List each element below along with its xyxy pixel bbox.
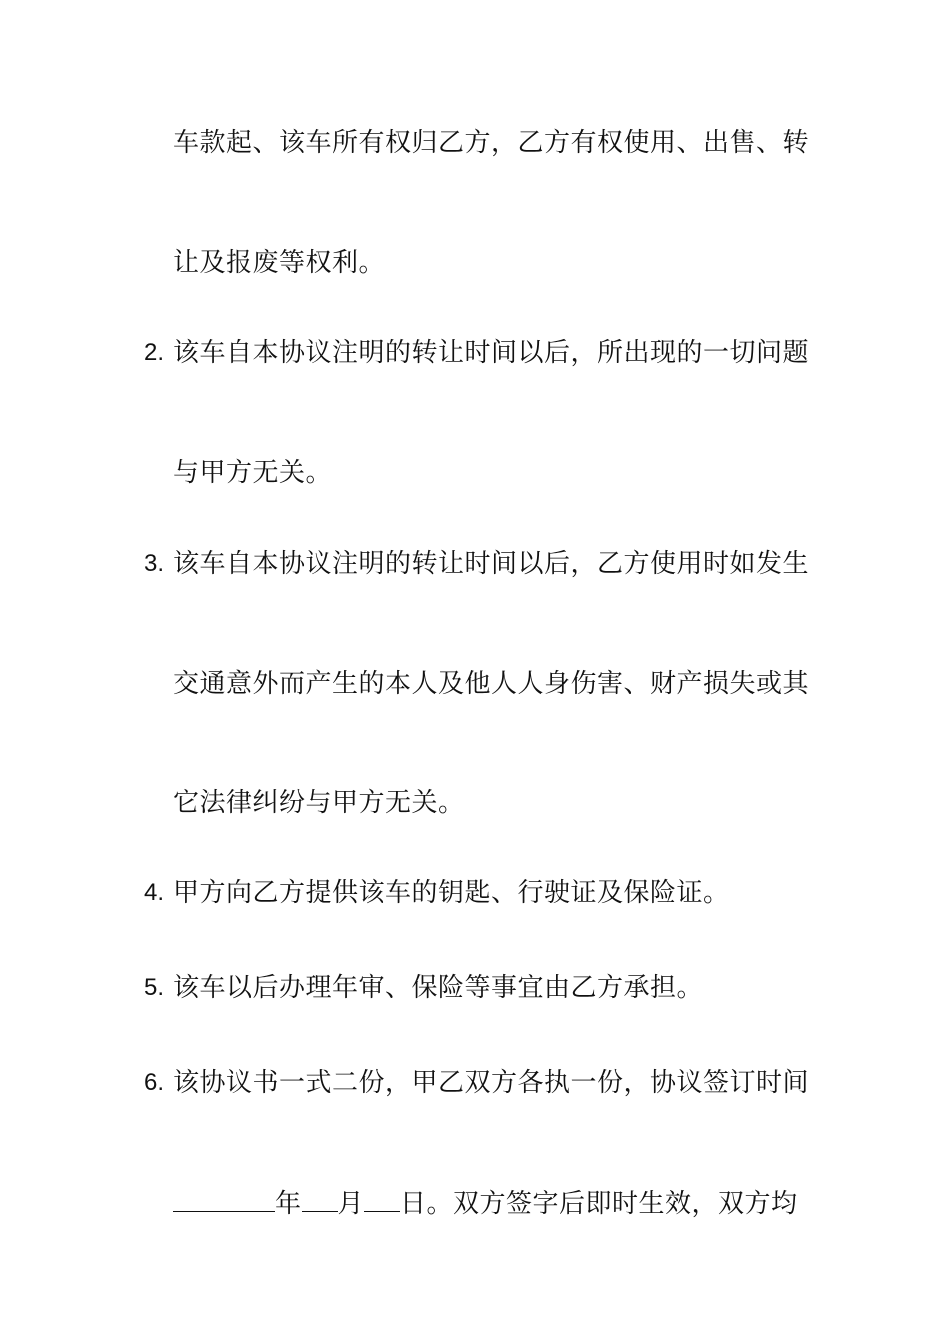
clause-6-number: 6.: [144, 1069, 165, 1096]
month-label: 月: [337, 1189, 365, 1219]
day-label: 日: [400, 1189, 427, 1219]
clause-3-line-2: 交通意外而产生的本人及他人人身伤害、财产损失或其: [173, 669, 810, 699]
clause-2-line-1: 该车自本协议注明的转让时间以后，所出现的一切问题: [173, 338, 810, 368]
clause-4-line-1: 甲方向乙方提供该车的钥匙、行驶证及保险证。: [173, 878, 730, 908]
clause-1-line-2: 让及报废等权利。: [173, 248, 386, 278]
clause-3-line-1: 该车自本协议注明的转让时间以后，乙方使用时如发生: [173, 549, 810, 579]
clause-6-line-1: 该协议书一式二份，甲乙双方各执一份，协议签订时间: [173, 1068, 810, 1098]
clause-6-date-line: [173, 1185, 813, 1219]
clause-3-number: 3.: [144, 550, 165, 577]
clause-5-line-1: 该车以后办理年审、保险等事宜由乙方承担。: [173, 973, 704, 1003]
clause-1-line-1: 车款起、该车所有权归乙方，乙方有权使用、出售、转: [173, 128, 810, 158]
clause-3-line-3: 它法律纠纷与甲方无关。: [173, 788, 465, 818]
month-blank: [302, 1185, 338, 1212]
clause-5-number: 5.: [144, 974, 165, 1001]
clause-2-number: 2.: [144, 339, 165, 366]
clause-4-number: 4.: [144, 879, 165, 906]
date-line-rest: 。双方签字后即时生效，双方均: [426, 1189, 798, 1219]
clause-2-line-2: 与甲方无关。: [173, 458, 333, 488]
year-blank: [173, 1185, 275, 1212]
year-label: 年: [275, 1189, 302, 1219]
day-blank: [364, 1185, 400, 1212]
